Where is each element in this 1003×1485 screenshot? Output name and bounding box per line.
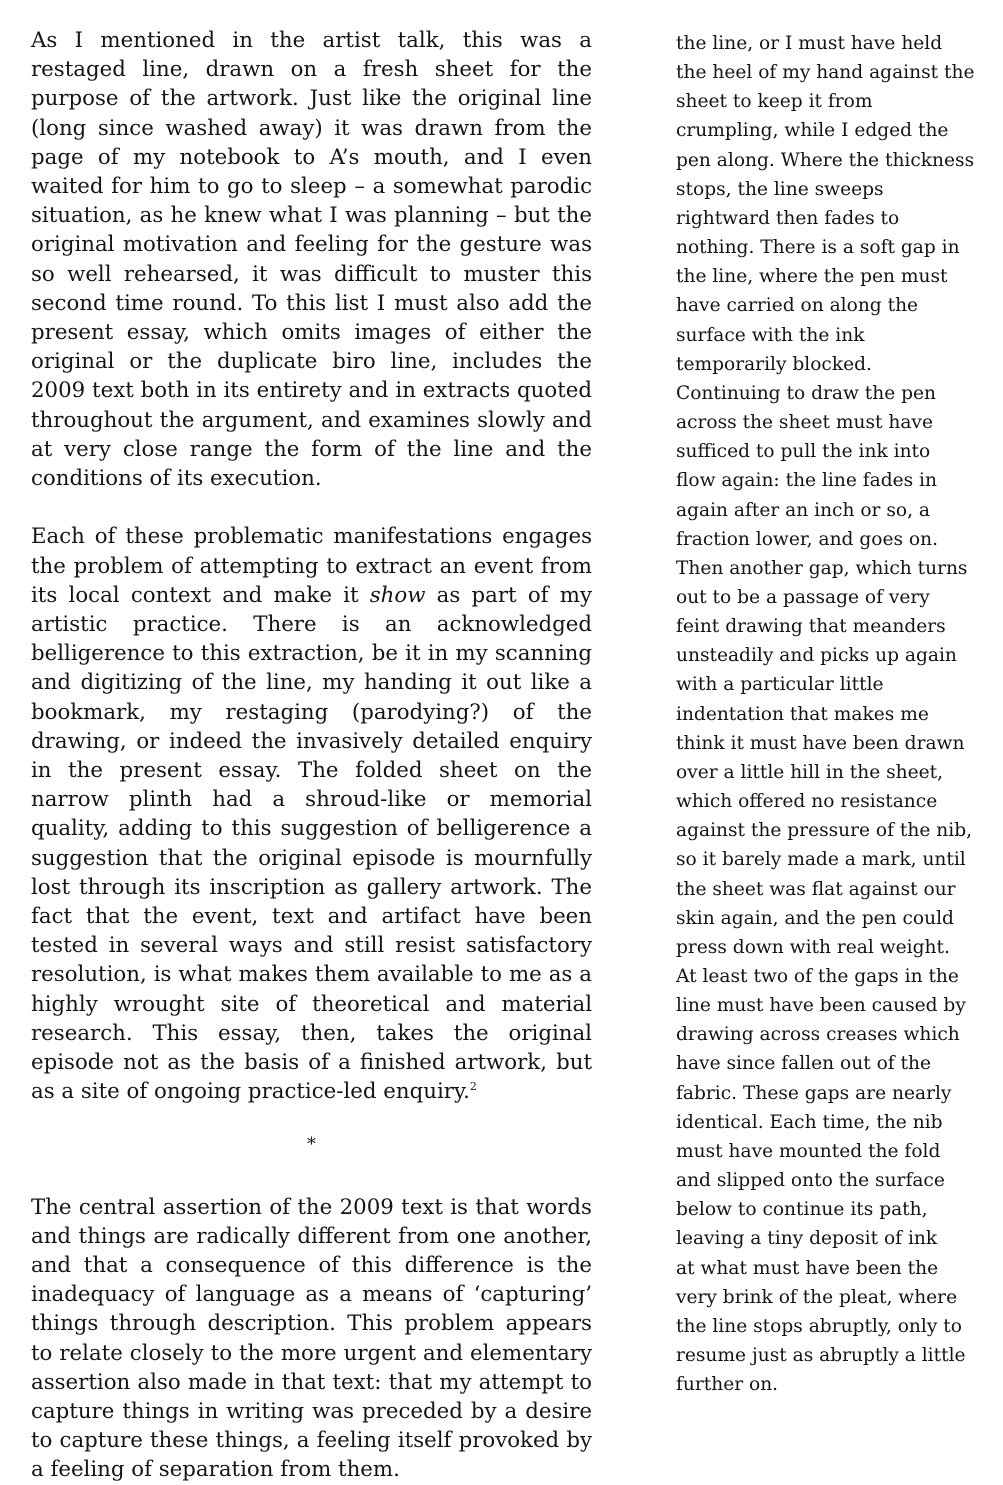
main-text-column — [31, 26, 592, 1485]
paragraph-restaged-line: As I mentioned in the artist talk, this was a restaged line, drawn on a fresh sheet for the purpose of the artwork. Just like the original line (long since washed away) it was drawn from the page of my notebook to A’s mouth, and I even waited for him to go to sleep – a somewhat parodic situation, as he knew what I was planning – but the original motivation and feeling for the gesture was so well rehearsed, it was difficult to muster this second time round. To this list I must also add the present essay, which omits images of either the original or the duplicate biro line, includes the 2009 text both in its entirety and in extracts quoted throughout the argument, and examines slowly and at very close range the form of the line and the conditions of its execution. — [31, 28, 592, 492]
paragraph-text: as part of my artistic practice. There is an acknowledged belligerence to this extraction, be it in my scanning and digitizing of the line, my handing it out like a bookmark, my restaging (parodying?) of the drawing, or indeed the invasively detailed enquiry in the present essay. The folded sheet on the narrow plinth had a shroud-like or memorial quality, adding to this suggestion of belligerence a suggestion that the original episode is mournfully lost through its inscription as gallery artwork. The fact that the event, text and artifact have been tested in several ways and still resist satisfactory resolution, is what makes them available to me as a highly wrought site of theoretical and material research. This essay, then, takes the original episode not as the basis of a finished artwork, but as a site of ongoing practice-led enquiry. — [31, 582, 592, 1105]
paragraph-problematic-manifestations — [31, 522, 592, 1106]
emphasis-show: show — [369, 582, 426, 608]
footnote-reference[interactable]: 2 — [469, 1080, 477, 1094]
paragraph-central-assertion: The central assertion of the 2009 text is that words and things are radically different from one another, and that a consequence of this difference is the inadequacy of language as a means of ‘capturing’ things through description. This problem appears to relate closely to the more urgent and elementary assertion also made in that text: that my attempt to capture things in writing was preceded by a desire to capture these things, a feeling itself provoked by a feeling of separation from them. — [31, 1194, 592, 1483]
section-separator: * — [307, 1133, 316, 1155]
paragraph-text: Each of these problematic manifestations engages the problem of attempting to extract an event from its local context and make it — [31, 524, 592, 608]
side-text-column: the line, or I must have held the heel of my hand against the sheet to keep it from crumpling, while I edged the pen along. Where the thickness stops, the line sweeps rightward then fades to nothing. There is a soft gap in the line, where the pen must have carried on along the surface with the ink temporarily blocked. Continuing to draw the pen across the sheet must have sufficed to pull the ink into flow again: the line fades in again after an inch or so, a fraction lower, and goes on. Then another gap, which turns out to be a passage of very feint drawing that meanders unsteadily and picks up again with a particular little indentation that makes me think it must have been drawn over a little hill in the sheet, which offered no resistance against the pressure of the nib, so it barely made a mark, until the sheet was flat against our skin again, and the pen could press down with real weight. At least two of the gaps in the line must have been caused by drawing across creases which have since fallen out of the fabric. These gaps are nearly identical. Each time, the nib must have mounted the fold and slipped onto the surface below to continue its path, leaving a tiny deposit of ink at what must have been the very brink of the pleat, where the line stops abruptly, only to resume just as abruptly a little further on. — [676, 33, 975, 1396]
